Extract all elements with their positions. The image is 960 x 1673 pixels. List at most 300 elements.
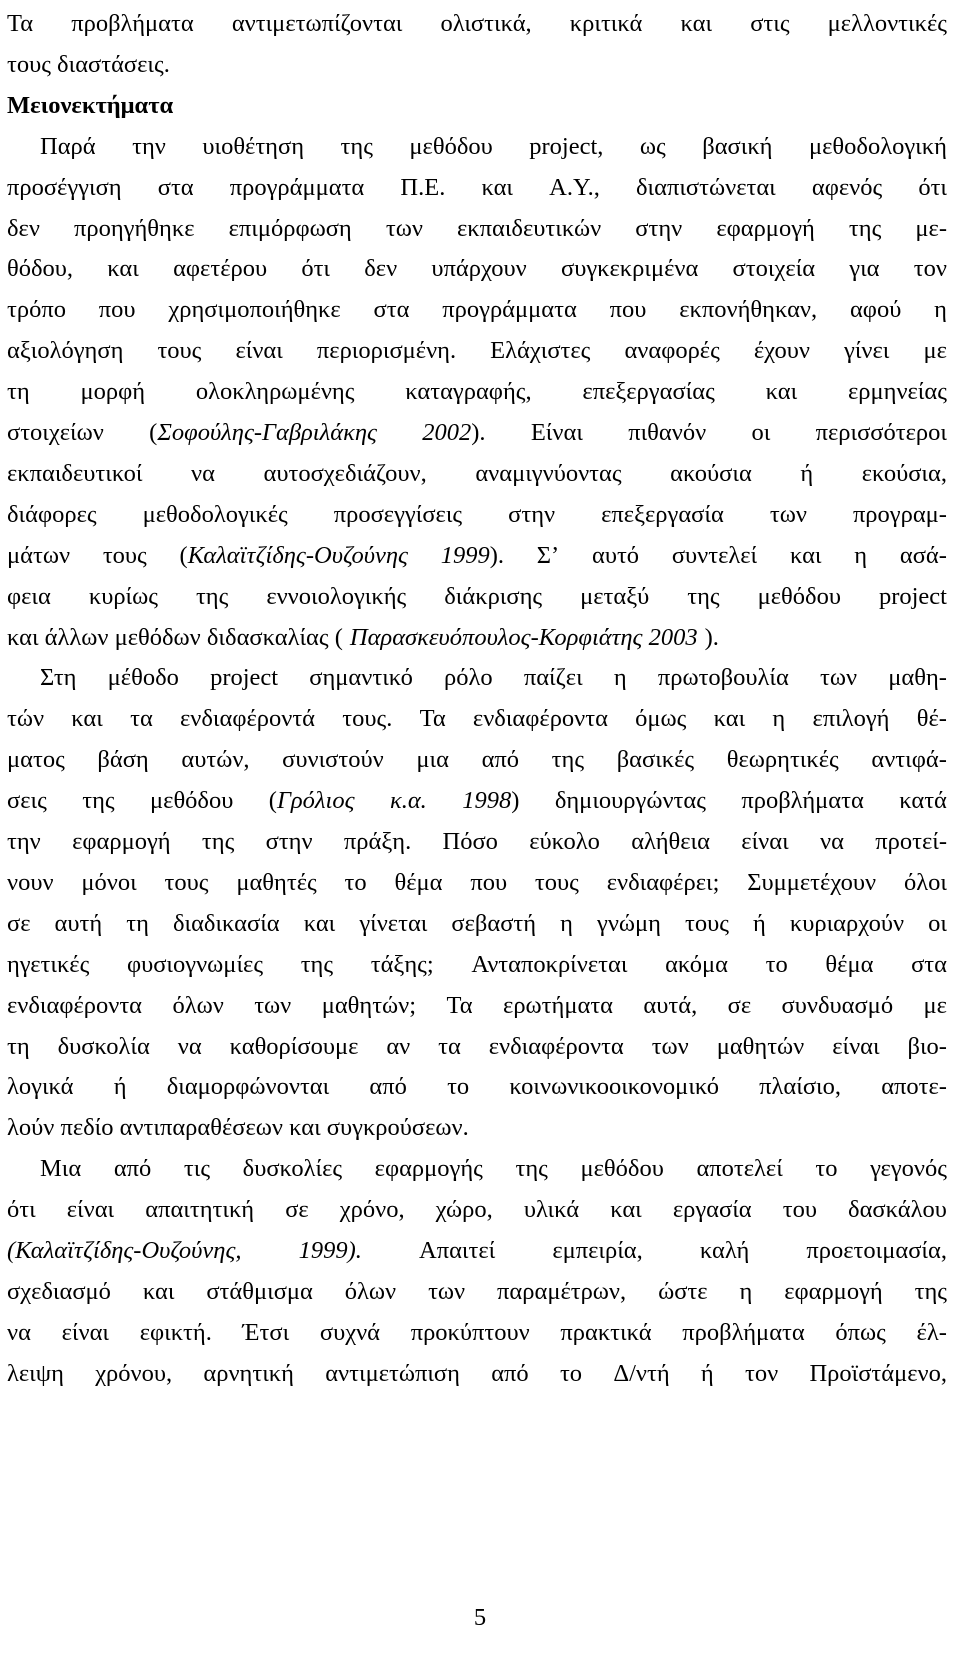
word: όλων [172, 991, 224, 1019]
word: Μια [40, 1155, 82, 1183]
word: σεις [7, 787, 47, 815]
word: να [191, 459, 215, 487]
word: της [914, 1277, 947, 1305]
word: καθορίσουμε [229, 1032, 359, 1060]
word: ότι [7, 1196, 36, 1224]
word: αξιολόγηση [7, 337, 124, 365]
word: εφαρμογή [784, 1277, 883, 1305]
text-line [7, 1027, 947, 1067]
word: Προϊστάμενο, [809, 1359, 947, 1387]
word: εκούσια, [861, 459, 947, 487]
word: ( [179, 541, 188, 569]
word: επεξεργασία [601, 500, 724, 528]
word: μόνοι [81, 868, 137, 896]
word: των [385, 214, 423, 242]
citation-text: Παρασκευόπουλος-Κορφιάτης 2003 [349, 623, 698, 651]
word: ). [489, 541, 505, 569]
word: την [132, 132, 166, 160]
word: η [934, 296, 947, 324]
word: εκπαιδευτικών [457, 214, 602, 242]
word: μεθοδολογικές [142, 500, 288, 528]
word: Σ’ [536, 541, 560, 569]
word: τους. [342, 705, 393, 733]
word: ( [149, 419, 158, 446]
word: προκύπτουν [410, 1318, 530, 1346]
word: εκπαιδευτικοί [7, 459, 143, 487]
word: μάτων [7, 541, 71, 569]
word: ή [753, 909, 766, 937]
word: ή [700, 1359, 714, 1387]
word: των [769, 500, 807, 528]
word: είναι [741, 828, 789, 855]
word: μαθη- [888, 664, 947, 692]
word: ενδιαφέροντα [488, 1032, 624, 1060]
word: καλή [699, 1237, 750, 1264]
word: Τα [419, 705, 446, 733]
word: η [560, 909, 573, 937]
word: ασά- [899, 541, 947, 569]
word: με [923, 991, 947, 1019]
word [149, 413, 377, 453]
word: τάξης; [370, 950, 434, 978]
word: η [854, 541, 868, 569]
word: και [789, 541, 822, 569]
word: ερμηνείας [847, 378, 947, 406]
word: επιλογή [812, 705, 890, 733]
word: οι [751, 419, 771, 446]
text-line [7, 577, 947, 617]
word: τους [534, 868, 579, 896]
word: εννοιολογικής [266, 582, 407, 610]
word: και [71, 705, 103, 733]
word: είναι [61, 1318, 109, 1346]
word: και [142, 1277, 175, 1305]
word: υιοθέτηση [202, 132, 305, 160]
word: της [300, 950, 334, 978]
word: σε [727, 991, 752, 1019]
word: αυτή [54, 909, 103, 937]
text-line [7, 495, 947, 535]
word: προγράμματα [229, 173, 365, 201]
word: της [848, 214, 882, 242]
word: ή [113, 1073, 127, 1101]
word: λειψη [7, 1359, 64, 1387]
word: μεθόδου [150, 787, 234, 815]
word: χρόνο, [339, 1196, 405, 1224]
word: φυσιογνωμίες [126, 950, 264, 978]
word: αντιμετώπιση [325, 1359, 460, 1387]
text-line [7, 1313, 947, 1353]
word: αφού [849, 296, 902, 324]
word: Στη [40, 664, 77, 692]
word: νουν [7, 868, 54, 896]
word: από [113, 1155, 152, 1183]
word: μαθητές [236, 868, 317, 896]
text-segment: και άλλων μεθόδων διδασκαλίας ( [7, 623, 343, 651]
word: πλαίσιο, [759, 1073, 842, 1101]
word: διαπιστώνεται [636, 173, 776, 201]
word: προτεί- [875, 828, 947, 855]
word: προηγήθηκε [74, 214, 195, 242]
word: εφαρμογή [72, 828, 171, 855]
word: Γρόλιος [276, 787, 355, 815]
word: σχεδιασμό [7, 1277, 111, 1305]
word: μελλοντικές [827, 10, 947, 37]
word: κατά [899, 787, 947, 815]
word: προσέγγιση [7, 173, 122, 201]
word: το [447, 1073, 470, 1101]
word: επιμόρφωση [228, 214, 352, 242]
word: ενδιαφέρει; [606, 868, 720, 896]
word: υλικά [523, 1196, 580, 1224]
word: μαθητών [716, 1032, 805, 1060]
word: Πόσο [442, 828, 498, 855]
word: ότι [301, 255, 331, 283]
word: ώστε [658, 1277, 708, 1305]
word: όλοι [903, 868, 947, 896]
word: τον [913, 255, 947, 283]
word: αφετέρου [173, 255, 268, 283]
word: της [82, 787, 115, 815]
word: εφαρμογής [374, 1155, 483, 1183]
word: υπάρχουν [431, 255, 527, 283]
text-line [7, 249, 947, 289]
word: περιορισμένη. [316, 337, 457, 365]
word: αποτελεί [696, 1155, 783, 1183]
text-segment: ). [704, 623, 719, 651]
word: με- [915, 214, 947, 242]
text-line [7, 454, 947, 494]
word: Ανταποκρίνεται [471, 950, 628, 978]
word: συνδυασμό [781, 991, 894, 1019]
word: περισσότεροι [815, 419, 947, 446]
word: 2002 [422, 419, 472, 446]
word: έλ- [916, 1318, 947, 1346]
word [422, 413, 485, 453]
word: θεωρητικές [726, 746, 839, 774]
word: της [340, 132, 373, 160]
word: λογικά [7, 1073, 74, 1101]
word: στοιχεία [732, 255, 816, 283]
word: ολιστικά, [440, 10, 532, 37]
text-line [7, 372, 947, 412]
word: και [713, 705, 746, 733]
word: στην [635, 214, 683, 242]
word: ή [800, 459, 814, 487]
text-line [7, 209, 947, 249]
word: αν [386, 1032, 411, 1060]
text-line [7, 290, 947, 330]
word: διαδικασία [172, 909, 280, 937]
word: του [782, 1196, 817, 1224]
word: την [7, 828, 41, 855]
word: στα [911, 950, 947, 978]
word: συντελεί [671, 541, 758, 569]
word: των [820, 664, 858, 692]
word: έχουν [753, 337, 810, 365]
text-line [7, 863, 947, 903]
word: δυσκολία [57, 1032, 150, 1060]
text-line [7, 986, 947, 1026]
word: Τα [446, 991, 473, 1019]
word: τους [102, 541, 147, 569]
word: τη [126, 909, 149, 937]
word: το [559, 1359, 583, 1387]
word: αρνητική [203, 1359, 294, 1387]
word: αφενός [811, 173, 883, 201]
word: αποτε- [881, 1073, 947, 1101]
word: είναι [235, 337, 283, 365]
word: είναι [832, 1032, 880, 1060]
word: εμπειρία, [552, 1237, 643, 1264]
word: πιθανόν [628, 419, 707, 446]
word: πράξη. [343, 828, 412, 855]
word: προγραμ- [852, 500, 947, 528]
text-segment: Μειονεκτήματα [7, 91, 174, 119]
word: εφικτή. [139, 1318, 212, 1346]
word: αντιφά- [871, 746, 947, 774]
word: η [739, 1277, 753, 1305]
word: της [201, 828, 235, 855]
word: μεθόδου [757, 582, 841, 610]
word: κυριαρχούν [789, 909, 905, 937]
word: συγκεκριμένα [561, 255, 699, 283]
word: σε [285, 1196, 309, 1224]
word: σημαντικό [309, 664, 413, 692]
word: πρωτοβουλία [657, 664, 789, 692]
word [462, 781, 519, 821]
word: στις [750, 10, 790, 37]
word: γίνει [844, 337, 890, 365]
word: συχνά [319, 1318, 381, 1346]
word: αντιμετωπίζονται [231, 10, 403, 37]
word: φεια [7, 582, 51, 610]
word: στάθμισμα [206, 1277, 313, 1305]
word: οι [928, 909, 947, 937]
word: κυρίως [88, 582, 158, 610]
word: διάφορες [7, 500, 97, 528]
word: γεγονός [870, 1155, 947, 1183]
text-line [7, 904, 947, 944]
word: συνιστούν [282, 746, 384, 774]
word: εύκολο [529, 828, 600, 855]
word: που [609, 296, 647, 324]
word: όλων [344, 1277, 397, 1305]
word: Σοφούλης-Γαβριλάκης [157, 419, 377, 446]
word: αυτά, [643, 991, 698, 1019]
word: τον [744, 1359, 779, 1387]
word: ηγετικές [7, 950, 90, 978]
word: Α.Υ., [549, 173, 600, 201]
word: ). [471, 419, 486, 446]
word: αυτών, [181, 746, 250, 774]
page-number: 5 [473, 1604, 487, 1631]
word: τη [7, 1032, 30, 1060]
word: ενδιαφέροντα [472, 705, 608, 733]
word: ακόμα [665, 950, 728, 978]
word: είναι [66, 1196, 115, 1224]
word [441, 536, 504, 576]
word: ως [639, 132, 666, 160]
text-line [7, 331, 947, 371]
word: όμως [635, 705, 687, 733]
word: όπως [835, 1318, 886, 1346]
text-line [7, 413, 947, 453]
text-line [7, 945, 947, 985]
word: η [772, 705, 786, 733]
word: βάση [97, 746, 149, 774]
text-line [7, 1354, 947, 1394]
word: αυτό [592, 541, 640, 569]
word: δεν [7, 214, 40, 242]
word: αναφορές [624, 337, 720, 365]
word: δασκάλου [848, 1196, 947, 1224]
word: Τα [7, 10, 34, 37]
word: τους [164, 868, 209, 896]
word: μια [416, 746, 449, 774]
word: σεβαστή [451, 909, 537, 937]
word: στην [508, 500, 556, 528]
word: project, [529, 132, 604, 160]
word: διάκρισης [444, 582, 543, 610]
word: της [515, 1155, 548, 1183]
text-segment: λούν πεδίο αντιπαραθέσεων και συγκρούσεων. [7, 1114, 469, 1142]
word: διαμορφώνονται [166, 1073, 330, 1101]
word: πρακτικά [560, 1318, 652, 1346]
word: (Καλαϊτζίδης-Ουζούνης, [7, 1237, 242, 1264]
word: μεθοδολογική [809, 132, 947, 160]
word: καταγραφής, [405, 378, 532, 406]
word: προγράμματα [442, 296, 577, 324]
word: Ελάχιστες [490, 337, 591, 365]
word: μεθόδου [580, 1155, 664, 1183]
word: παίζει [523, 664, 583, 692]
word: να [7, 1318, 31, 1346]
word: δημιουργώντας [554, 787, 706, 815]
text-line [7, 781, 947, 821]
word: κ.α. [389, 787, 427, 815]
word: Είναι [530, 419, 583, 446]
word: project [210, 664, 279, 692]
word: Έτσι [242, 1318, 290, 1346]
text-line [7, 45, 947, 85]
word: στην [265, 828, 313, 855]
word: ) [511, 787, 520, 815]
word: δεν [364, 255, 398, 283]
word: επεξεργασίας [582, 378, 715, 406]
word: 1999). [298, 1237, 362, 1264]
word: ερωτήματα [503, 991, 613, 1019]
word: και [680, 10, 713, 37]
word: αλήθεια [631, 828, 710, 855]
word: και [107, 255, 139, 283]
word: για [849, 255, 880, 283]
word: χρόνου, [95, 1359, 173, 1387]
word: της [687, 582, 720, 610]
word: αυτοσχεδιάζουν, [263, 459, 427, 487]
word: απαιτητική [145, 1196, 255, 1224]
word: θέμα [394, 868, 443, 896]
word: Συμμετέχουν [747, 868, 877, 896]
word: Δ/ντή [613, 1359, 670, 1387]
word: ( [268, 787, 277, 815]
word: προβλήματα [71, 10, 194, 37]
word: στοιχείων [7, 419, 104, 446]
section-heading [7, 86, 947, 126]
word: βιο- [907, 1032, 947, 1060]
word: βασικές [616, 746, 695, 774]
word: από [369, 1073, 407, 1101]
word: ότι [918, 173, 947, 201]
word: μαθητών; [321, 991, 417, 1019]
word: στα [157, 173, 194, 201]
word: τα [438, 1032, 461, 1060]
word: τρόπο [7, 296, 66, 324]
text-line [7, 658, 947, 698]
word: τα [130, 705, 153, 733]
text-line [7, 127, 947, 167]
word: σε [7, 909, 31, 937]
text-line [7, 1231, 947, 1271]
text-line [7, 4, 947, 44]
word: προβλήματα [682, 1318, 805, 1346]
text-segment: τους διαστάσεις. [7, 50, 170, 78]
word: χώρο, [435, 1196, 493, 1224]
word: από [481, 746, 520, 774]
word: προετοιμασία, [806, 1237, 947, 1264]
word: εργασία [672, 1196, 752, 1224]
word: και [610, 1196, 642, 1224]
word: κοινωνικοοικονομικό [509, 1073, 719, 1101]
word: που [98, 296, 136, 324]
word: και [303, 909, 336, 937]
word: Απαιτεί [419, 1237, 496, 1264]
word: θόδου, [7, 255, 74, 283]
word: ενδιαφέροντά [180, 705, 316, 733]
word: project [878, 582, 947, 610]
word: Π.Ε. [400, 173, 446, 201]
text-line [7, 168, 947, 208]
text-line [7, 1190, 947, 1230]
word: θέ- [916, 705, 947, 733]
word: αναμιγνύοντας [475, 459, 622, 487]
word: τους [157, 337, 202, 365]
word: των [428, 1277, 466, 1305]
word: της [195, 582, 229, 610]
word: Παρά [40, 132, 96, 160]
word [180, 536, 408, 576]
word: Καλαϊτζίδης-Ουζούνης [187, 541, 408, 569]
word: εκπονήθηκαν, [679, 296, 818, 324]
word: το [815, 1155, 838, 1183]
word: στα [373, 296, 410, 324]
word: τις [183, 1155, 211, 1183]
word: δυσκολίες [242, 1155, 343, 1183]
word: με [923, 337, 947, 365]
word: και [481, 173, 514, 201]
word: το [344, 868, 367, 896]
word: των [254, 991, 292, 1019]
text-line [7, 1108, 947, 1148]
word: ματος [7, 746, 65, 774]
word: προβλήματα [741, 787, 864, 815]
word [269, 781, 355, 821]
word: των [651, 1032, 689, 1060]
word: τών [7, 705, 45, 733]
word: ακούσια [670, 459, 752, 487]
word: χρησιμοποιήθηκε [168, 296, 341, 324]
word: η [613, 664, 627, 692]
